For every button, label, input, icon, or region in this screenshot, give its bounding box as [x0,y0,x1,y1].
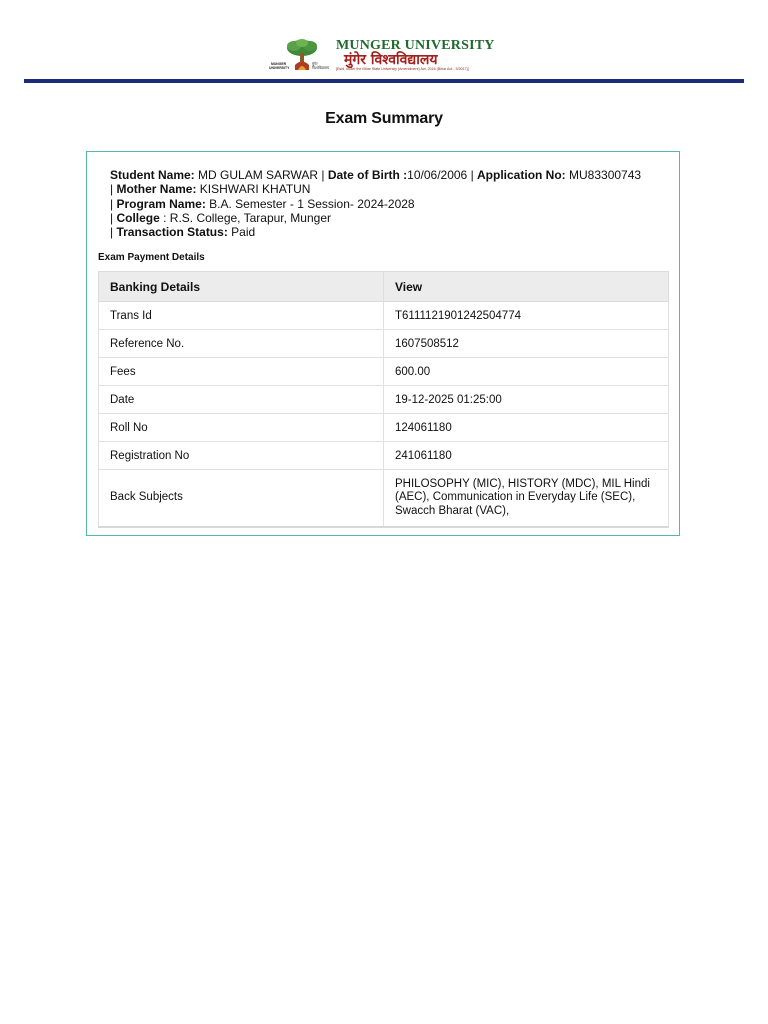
university-name-hindi: मुंगेर विश्वविद्यालय [344,52,438,68]
student-info-line-2 [110,182,670,196]
svg-text:विश्वविद्यालय: विश्वविद्यालय [312,66,330,70]
row-value-trans-id: T6111121901242504774 [384,302,669,330]
row-label-trans-id: Trans Id [99,302,384,330]
separator: | [110,182,117,197]
student-info-line-5 [110,225,670,239]
program-name-value: B.A. Semester - 1 Session- 2024-2028 [205,196,415,211]
svg-text:MUNGER: MUNGER [271,62,287,66]
student-info-line-4 [110,211,670,225]
dob-label: Date of Birth : [327,168,408,182]
separator: | [110,210,117,225]
tree-emblem-icon [268,38,336,72]
row-label-reference-no: Reference No. [99,330,384,358]
table-row [99,470,669,528]
table-row [99,442,669,470]
table-row [99,358,669,386]
row-value-reference-no: 1607508512 [384,330,669,358]
row-value-date: 19-12-2025 01:25:00 [384,386,669,414]
separator: | [110,196,117,211]
transaction-status-label: Transaction Status: [116,225,228,240]
table-header-row [99,272,669,302]
mother-name-label: Mother Name: [116,182,197,197]
row-value-registration-no: 241061180 [384,442,669,470]
row-label-back-subjects: Back Subjects [99,470,384,528]
svg-text:मुंगेर: मुंगेर [312,62,318,66]
row-label-date: Date [99,386,384,414]
row-label-fees: Fees [99,358,384,386]
university-name-english: MUNGER UNIVERSITY [336,38,495,53]
column-header-view: View [384,272,669,302]
page-header [0,36,768,74]
university-logo [268,36,500,74]
program-name-label: Program Name: [116,196,206,211]
application-no-value: MU83300743 [565,168,642,182]
exam-summary-card [86,151,680,536]
header-divider [24,79,744,83]
student-name-label: Student Name: [110,168,195,182]
student-info-line-3 [110,197,670,211]
dob-value: 10/06/2006 | [407,168,478,182]
row-value-fees: 600.00 [384,358,669,386]
column-header-banking-details: Banking Details [99,272,384,302]
page-title: Exam Summary [325,110,443,127]
row-label-registration-no: Registration No [99,442,384,470]
student-info [110,168,670,239]
table-row [99,414,669,442]
svg-text:UNIVERSITY: UNIVERSITY [269,66,290,70]
row-value-roll-no: 124061180 [384,414,669,442]
row-value-back-subjects: PHILOSOPHY (MIC), HISTORY (MDC), MIL Hindi (AEC), Communication in Everyday Life (SEC), Swacch Bharat (VAC), [384,470,669,528]
table-row [99,330,669,358]
college-value: : R.S. College, Tarapur, Munger [159,210,331,225]
transaction-status-value: Paid [227,225,256,240]
table-row [99,386,669,414]
table-row [99,302,669,330]
university-estd-note: [Estd. under the Bihar State University (Amendment) Act, 2016 (Bihar Act - 3/2017)] [336,67,469,71]
payment-details-table [98,271,669,528]
separator: | [110,225,117,240]
row-label-roll-no: Roll No [99,414,384,442]
section-heading-payment: Exam Payment Details [98,252,205,263]
student-name-value: MD GULAM SARWAR | [194,168,328,182]
college-label: College [116,210,160,225]
application-no-label: Application No: [477,168,566,182]
student-info-line-1 [110,168,670,182]
mother-name-value: KISHWARI KHATUN [196,182,311,197]
